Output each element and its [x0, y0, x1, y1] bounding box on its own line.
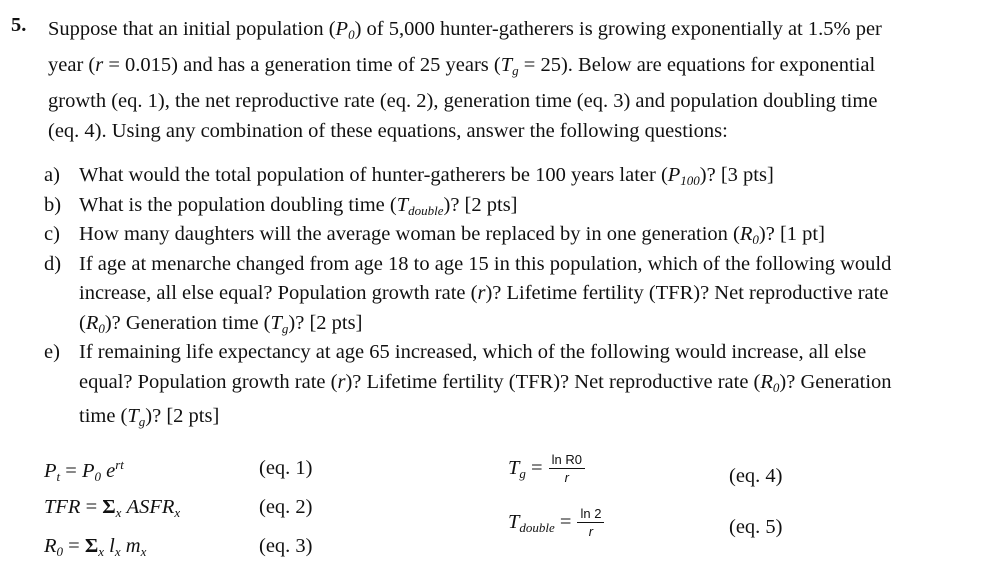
equation-5-label: (eq. 5) — [729, 516, 783, 538]
equation-2: TFR = $\Sigma_x$ $ASFR_x$ — [44, 496, 181, 520]
question-label: d) — [44, 252, 62, 275]
question-text: If age at menarche changed from age 18 to age 15 in this population, which of the following would increase, all else equal? Population growth rate (r)? Lifetime fertility (TFR)? Net reproductive rate $(R_0)$? Generation time $(T_g)$? [2 pts] — [79, 252, 892, 336]
question-text: If remaining life expectancy at age 65 increased, which of the following would increase, all else equal? Population growth rate (r)? Lifetime fertility (TFR)? Net reproductive rate $(R_0)$? Generation time $(T_g)$? [2 pts] — [79, 341, 892, 429]
equation-4-numerator: ln R0 — [549, 452, 585, 469]
intro-line-3: growth (eq. 1), the net reproductive rate (eq. 2), generation time (eq. 3) and population doubling time — [48, 90, 878, 112]
problem-number: 5. — [11, 14, 27, 36]
question-text: How many daughters will the average woman be replaced by in one generation $(R_0)$? [1 pt] — [79, 223, 825, 247]
equation-3: $R_0 = \Sigma_x$ $l_x$ $m_x$ — [44, 535, 147, 559]
equation-4-label: (eq. 4) — [729, 465, 783, 487]
equation-1-label: (eq. 1) — [259, 457, 313, 479]
question-label: a) — [44, 164, 60, 186]
equation-5 — [508, 506, 604, 541]
equation-4-fraction — [549, 452, 585, 487]
equation-5-numerator: ln 2 — [577, 506, 604, 523]
question-label: b) — [44, 193, 62, 216]
intro-line-1: Suppose that an initial population $(P_0)$ of 5,000 hunter-gatherers is growing exponentially at 1.5% per — [48, 18, 882, 42]
equation-5-denominator: r — [588, 524, 594, 539]
equation-4-denominator: r — [564, 470, 569, 485]
equation-1: $P_t = P_0$ $e^{rt}$ — [44, 457, 124, 484]
question-text: What would the total population of hunter-gatherers be 100 years later $(P_{100})$? [3 pts] — [79, 164, 774, 188]
equation-5-fraction — [577, 506, 604, 541]
equation-3-label: (eq. 3) — [259, 535, 313, 557]
question-label: e) — [44, 341, 60, 363]
intro-line-2: year (r = 0.015) and has a generation time of 25 years $(T_g = 25)$. Below are equations for exponential — [48, 54, 876, 78]
question-label: c) — [44, 223, 60, 245]
intro-line-4: (eq. 4). Using any combination of these equations, answer the following questions: — [48, 120, 728, 142]
equation-4-lhs: $T_g$ = — [508, 457, 543, 481]
equation-2-label: (eq. 2) — [259, 496, 313, 518]
equation-4 — [508, 452, 585, 487]
equation-5-lhs: $T_{double}$ = — [508, 511, 572, 535]
question-text: What is the population doubling time $(T_{double})$? [2 pts] — [79, 193, 518, 218]
problem-intro — [48, 14, 968, 146]
